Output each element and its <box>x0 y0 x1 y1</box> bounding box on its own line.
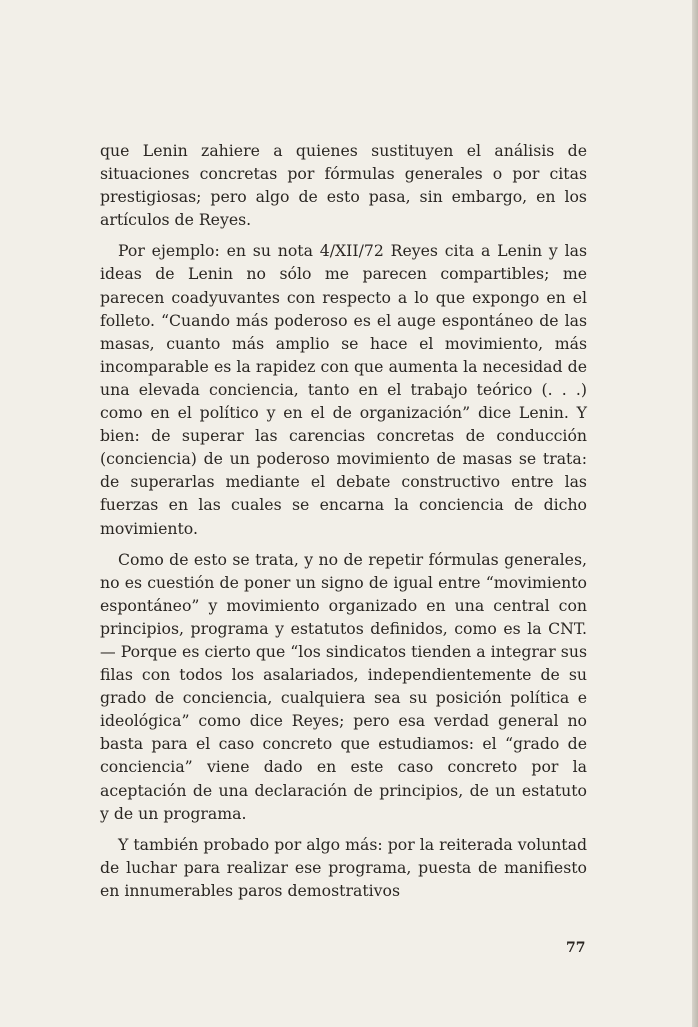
paragraph-lenin-quote: Por ejemplo: en su nota 4/XII/72 Reyes cita a Lenin y las ideas de Lenin no sólo me parecen compartibles; me parecen coadyuvantes con respecto a lo que expongo en el folleto. “Cuando más poderoso es el auge espontáneo de las masas, cuanto más amplio se hace el movimiento, más incomparable es la rapidez con que aumenta la necesidad de una elevada conciencia, tanto en el trabajo teórico (. . .) como en el político y en el de organización” dice Lenin. Y bien: de superar las carencias concretas de conducción (conciencia) de un poderoso movimiento de masas se trata: de superarlas mediante el debate constructivo entre las fuerzas en las cuales se encarna la conciencia de dicho movimiento. <box>100 241 587 538</box>
paragraph-programme-struggle: Y también probado por algo más: por la reiterada voluntad de luchar para realizar ese programa, puesta de manifiesto en innumerables paros demostrativos <box>100 834 587 900</box>
page-edge-shadow <box>692 0 698 1027</box>
paragraph-cnt-organization: Como de esto se trata, y no de repetir fórmulas generales, no es cuestión de poner un signo de igual entre “movimiento espontáneo” y movimiento organizado en una central con principios, programa y estatutos definidos, como es la CNT.— Porque es cierto que “los sindicatos tienden a integrar sus filas con todos los asalariados, independientemente de su grado de conciencia, cualquiera sea su posición política e ideológica” como dice Reyes; pero esa verdad general no basta para el caso concreto que estudiamos: el “grado de conciencia” viene dado en este caso concreto por la aceptación de una declaración de principios, de un estatuto y de un programa. <box>100 549 587 823</box>
paragraph-continuation: que Lenin zahiere a quienes sustituyen el análisis de situaciones concretas por fórmulas generales o por citas prestigiosas; pero algo de esto pasa, sin embargo, en los artículos de Reyes. <box>100 141 587 230</box>
page-number: 77 <box>566 940 586 956</box>
body-text <box>100 139 587 910</box>
